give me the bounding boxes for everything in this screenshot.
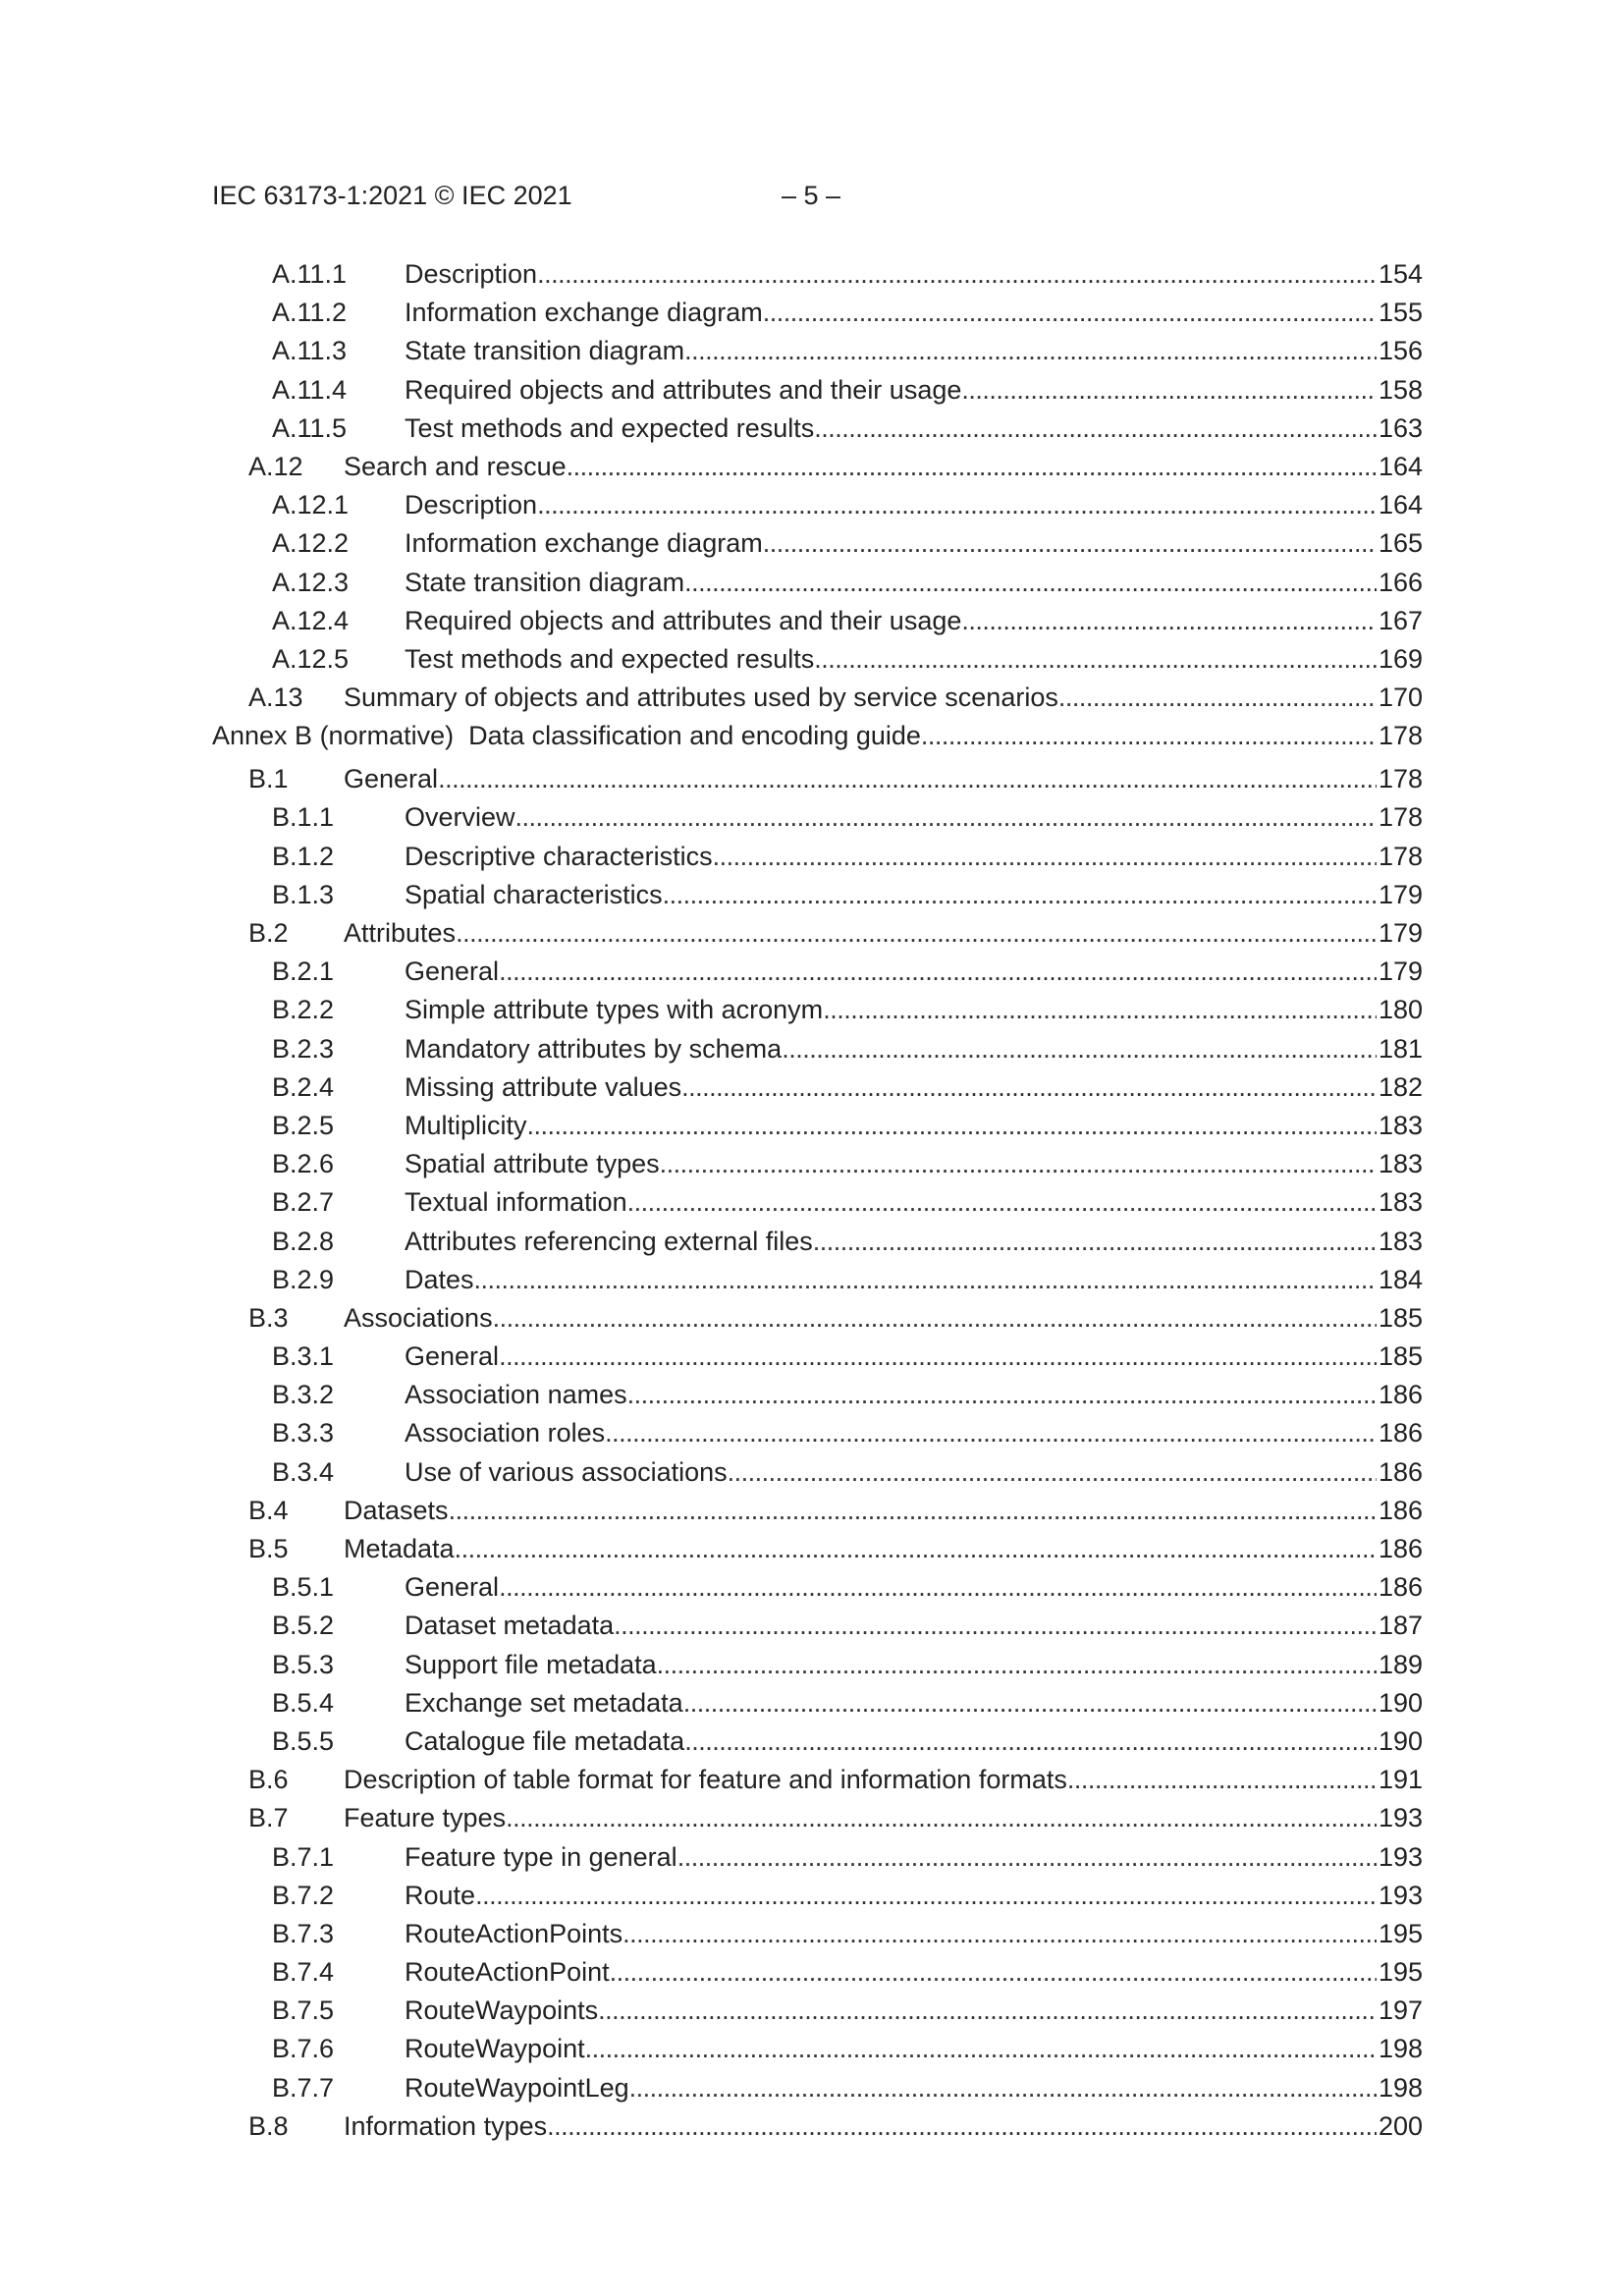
toc-entry-number: B.5.2 — [272, 1611, 335, 1641]
toc-entry-line — [405, 1263, 1423, 1296]
toc-leader-dots — [684, 566, 1377, 599]
toc-entry-title: Feature type in general — [405, 1841, 677, 1872]
toc-leader-dots — [456, 916, 1377, 950]
toc-entry-line — [405, 2071, 1423, 2105]
toc-entry-number: B.7.1 — [272, 1841, 335, 1872]
toc-entry-number: A.12.2 — [272, 528, 350, 559]
toc-leader-dots — [449, 1494, 1377, 1527]
toc-entry-page: 181 — [1378, 1033, 1423, 1064]
toc-entry-line — [405, 1648, 1423, 1681]
toc-entry-page: 189 — [1378, 1649, 1423, 1679]
toc-entry-number: B.5.3 — [272, 1649, 335, 1679]
toc-entry-line — [405, 1109, 1423, 1142]
toc-entry-title: Multiplicity — [405, 1110, 527, 1140]
toc-entry-page: 190 — [1378, 1687, 1423, 1718]
toc-entry-number: A.13 — [248, 683, 303, 713]
toc-entry-line — [344, 450, 1423, 483]
toc-leader-dots — [499, 1570, 1377, 1604]
toc-entry[interactable] — [212, 1109, 1423, 1147]
toc-entry-number: B.2.9 — [272, 1264, 335, 1294]
toc-entry-number: B.1 — [248, 764, 289, 794]
toc-entry-title: General — [344, 764, 439, 794]
toc-entry-line — [405, 296, 1423, 329]
toc-entry-title: Textual information — [405, 1187, 627, 1218]
toc-entry[interactable] — [212, 1070, 1423, 1109]
toc-entry-title: RouteWaypoint — [405, 2034, 585, 2064]
toc-entry-page: 191 — [1378, 1765, 1423, 1795]
toc-entry-title: Dates — [405, 1264, 474, 1294]
toc-leader-dots — [493, 1301, 1377, 1335]
toc-entry-line — [405, 334, 1423, 367]
toc-entry-number: B.2.5 — [272, 1110, 335, 1140]
toc-entry-page: 164 — [1378, 490, 1423, 520]
toc-entry[interactable] — [212, 1917, 1423, 1955]
toc-entry-page: 193 — [1378, 1880, 1423, 1910]
toc-entry-page: 183 — [1378, 1110, 1423, 1140]
toc-leader-dots — [605, 1416, 1377, 1449]
toc-entry-line — [405, 1955, 1423, 1989]
toc-leader-dots — [537, 257, 1377, 291]
toc-entry-title: General — [405, 1341, 500, 1372]
toc-leader-dots — [1067, 1763, 1377, 1796]
toc-entry-number: B.7.2 — [272, 1880, 335, 1910]
toc-entry-title: Search and rescue — [344, 451, 567, 481]
toc-entry-title: Attributes referencing external files — [405, 1226, 813, 1256]
toc-entry-line — [405, 526, 1423, 560]
toc-entry-title: Use of various associations — [405, 1456, 728, 1487]
toc-entry-page: 179 — [1378, 918, 1423, 948]
toc-leader-dots — [814, 411, 1377, 445]
toc-entry-line — [405, 1455, 1423, 1489]
toc-entry-title: Information exchange diagram — [405, 298, 763, 328]
toc-entry-title: Test methods and expected results — [405, 412, 815, 443]
toc-leader-dots — [1058, 681, 1377, 714]
toc-leader-dots — [627, 1378, 1377, 1411]
toc-leader-dots — [663, 878, 1377, 911]
toc-entry-page: 186 — [1378, 1495, 1423, 1525]
toc-leader-dots — [627, 1185, 1377, 1219]
toc-entry[interactable] — [212, 681, 1423, 719]
toc-entry-title: Spatial characteristics — [405, 879, 663, 909]
toc-entry[interactable] — [212, 1339, 1423, 1378]
toc-entry[interactable] — [212, 1879, 1423, 1917]
toc-entry-line — [344, 1801, 1423, 1834]
toc-entry-page: 190 — [1378, 1725, 1423, 1756]
toc-entry-number: B.7.4 — [272, 1957, 335, 1988]
toc-entry[interactable] — [212, 2071, 1423, 2109]
toc-entry-line — [344, 2109, 1423, 2143]
toc-entry-title: Attributes — [344, 918, 457, 948]
toc-leader-dots — [622, 1917, 1377, 1950]
toc-entry-title: Information exchange diagram — [405, 528, 763, 559]
toc-entry[interactable] — [212, 1724, 1423, 1763]
toc-entry-line — [405, 604, 1423, 637]
toc-entry-number: B.8 — [248, 2110, 289, 2141]
toc-entry-number: B.2.4 — [272, 1071, 335, 1102]
toc-leader-dots — [681, 1070, 1377, 1104]
toc-leader-dots — [585, 2032, 1377, 2065]
toc-entry-number: B.5.1 — [272, 1572, 335, 1603]
toc-entry[interactable] — [212, 1763, 1423, 1801]
toc-entry-page: 198 — [1378, 2072, 1423, 2103]
toc-entry-page: 154 — [1378, 259, 1423, 289]
document-id: IEC 63173-1:2021 © IEC 2021 — [212, 181, 572, 210]
toc-entry-line — [344, 1532, 1423, 1565]
toc-entry[interactable] — [212, 840, 1423, 878]
toc-entry-page: 186 — [1378, 1380, 1423, 1410]
toc-entry-page: 183 — [1378, 1226, 1423, 1256]
toc-entry-line — [405, 1147, 1423, 1180]
toc-entry[interactable] — [212, 604, 1423, 642]
toc-entry-page: 178 — [1378, 721, 1423, 751]
toc-entry-line — [405, 1225, 1423, 1258]
toc-entry-number: B.5 — [248, 1534, 289, 1563]
toc-entry-line — [344, 1301, 1423, 1335]
toc-leader-dots — [763, 296, 1377, 329]
toc-entry-number: B.2.2 — [272, 995, 335, 1025]
toc-leader-dots — [455, 1532, 1377, 1565]
page-header — [212, 181, 1430, 214]
toc-entry-title: Mandatory attributes by schema — [405, 1033, 783, 1064]
toc-leader-dots — [813, 1225, 1377, 1258]
toc-entry[interactable] — [212, 450, 1423, 488]
toc-leader-dots — [537, 488, 1377, 521]
toc-entry-page: 163 — [1378, 412, 1423, 443]
toc-entry[interactable] — [212, 1263, 1423, 1301]
toc-leader-dots — [657, 1648, 1377, 1681]
toc-entry-page: 178 — [1378, 802, 1423, 833]
toc-entry-page: 186 — [1378, 1418, 1423, 1449]
toc-entry-line — [405, 1917, 1423, 1950]
toc-entry[interactable] — [212, 1648, 1423, 1686]
toc-entry-number: B.4 — [248, 1495, 289, 1525]
toc-leader-dots — [961, 604, 1377, 637]
toc-entry-number: B.7.7 — [272, 2072, 335, 2103]
toc-leader-dots — [438, 762, 1377, 795]
toc-entry-title: Feature types — [344, 1803, 507, 1833]
toc-entry[interactable] — [212, 1301, 1423, 1339]
toc-entry-page: 158 — [1378, 374, 1423, 405]
toc-entry[interactable] — [212, 800, 1423, 839]
toc-entry[interactable] — [212, 296, 1423, 334]
toc-entry[interactable] — [212, 1416, 1423, 1454]
toc-entry-line — [405, 1032, 1423, 1066]
toc-entry-number: B.2.1 — [272, 957, 335, 987]
toc-entry-number: B.3 — [248, 1302, 289, 1333]
toc-entry-line — [405, 373, 1423, 407]
toc-leader-dots — [683, 1686, 1377, 1720]
toc-entry-title: RouteActionPoint — [405, 1957, 610, 1988]
toc-leader-dots — [782, 1032, 1377, 1066]
toc-entry-number: A.12 — [248, 451, 303, 481]
toc-entry-number: A.12.5 — [272, 643, 350, 674]
toc-leader-dots — [823, 993, 1377, 1026]
toc-entry-number: B.2 — [248, 918, 289, 948]
toc-entry-line — [405, 1339, 1423, 1373]
toc-entry-number: B.2.8 — [272, 1226, 335, 1256]
toc-entry[interactable] — [212, 526, 1423, 565]
toc-entry-title: Exchange set metadata — [405, 1687, 683, 1718]
toc-entry-page: 187 — [1378, 1611, 1423, 1641]
toc-entry[interactable] — [212, 762, 1423, 800]
toc-entry-number: B.1.2 — [272, 841, 335, 871]
toc-entry-title: State transition diagram — [405, 336, 685, 366]
toc-leader-dots — [499, 1339, 1377, 1373]
toc-entry[interactable] — [212, 488, 1423, 526]
toc-entry-title: Annex B (normative) Data classification and encoding guide — [212, 721, 921, 751]
toc-entry-title: Route — [405, 1880, 476, 1910]
toc-leader-dots — [629, 2071, 1377, 2105]
toc-entry-title: Overview — [405, 802, 515, 833]
toc-leader-dots — [567, 450, 1377, 483]
toc-entry-line — [405, 1070, 1423, 1104]
toc-entry-page: 178 — [1378, 841, 1423, 871]
toc-leader-dots — [598, 1994, 1377, 2027]
page-number: – 5 – — [782, 181, 841, 210]
toc-entry-line — [405, 800, 1423, 834]
toc-entry-line — [405, 566, 1423, 599]
toc-entry-line — [405, 1570, 1423, 1604]
toc-entry[interactable] — [212, 878, 1423, 916]
toc-entry-page: 185 — [1378, 1341, 1423, 1372]
toc-entry[interactable] — [212, 1225, 1423, 1263]
toc-entry-line — [405, 1724, 1423, 1758]
toc-entry-line — [405, 993, 1423, 1026]
toc-entry-page: 184 — [1378, 1264, 1423, 1294]
toc-entry[interactable] — [212, 955, 1423, 993]
toc-entry-number: B.3.2 — [272, 1380, 335, 1410]
toc-entry-title: Simple attribute types with acronym — [405, 995, 824, 1025]
toc-leader-dots — [610, 1955, 1377, 1989]
toc-entry[interactable] — [212, 1032, 1423, 1070]
toc-entry-number: A.11.4 — [272, 374, 348, 405]
toc-leader-dots — [677, 1840, 1377, 1874]
toc-entry[interactable] — [212, 1532, 1423, 1570]
table-of-contents — [212, 257, 1423, 2148]
toc-entry-page: 155 — [1378, 298, 1423, 328]
toc-entry-title: Summary of objects and attributes used by service scenarios — [344, 683, 1058, 713]
toc-entry-title: Missing attribute values — [405, 1071, 682, 1102]
toc-entry[interactable] — [212, 1801, 1423, 1839]
toc-leader-dots — [506, 1801, 1377, 1834]
toc-leader-dots — [475, 1879, 1377, 1912]
toc-leader-dots — [921, 719, 1377, 752]
toc-entry-number: B.5.4 — [272, 1687, 335, 1718]
toc-entry-page: 179 — [1378, 957, 1423, 987]
toc-entry-line — [405, 878, 1423, 911]
toc-entry[interactable] — [212, 1185, 1423, 1224]
toc-entry-title: Description — [405, 259, 538, 289]
toc-entry-line — [405, 1416, 1423, 1449]
toc-entry-number: B.1.3 — [272, 879, 335, 909]
toc-entry-page: 195 — [1378, 1957, 1423, 1988]
toc-entry[interactable] — [212, 1955, 1423, 1994]
toc-entry-page: 186 — [1378, 1534, 1423, 1563]
toc-entry[interactable] — [212, 1686, 1423, 1724]
toc-entry-page: 166 — [1378, 567, 1423, 597]
toc-leader-dots — [499, 955, 1377, 988]
toc-entry-title: Description of table format for feature and information formats — [344, 1765, 1067, 1795]
toc-entry[interactable] — [212, 1840, 1423, 1879]
toc-entry-page: 182 — [1378, 1071, 1423, 1102]
toc-entry[interactable] — [212, 1494, 1423, 1532]
toc-entry[interactable] — [212, 566, 1423, 604]
toc-leader-dots — [684, 1724, 1377, 1758]
toc-entry-page: 183 — [1378, 1187, 1423, 1218]
toc-entry-number: A.11.3 — [272, 336, 348, 366]
toc-entry-title: RouteWaypointLeg — [405, 2072, 629, 2103]
toc-entry-title: Required objects and attributes and their usage — [405, 374, 962, 405]
toc-leader-dots — [814, 642, 1377, 676]
toc-leader-dots — [684, 334, 1377, 367]
toc-entry[interactable] — [212, 2032, 1423, 2070]
toc-entry-line — [405, 1185, 1423, 1219]
toc-entry-number: A.11.2 — [272, 298, 348, 328]
toc-entry-page: 179 — [1378, 879, 1423, 909]
toc-entry-line — [405, 642, 1423, 676]
toc-entry-number: B.2.3 — [272, 1033, 335, 1064]
toc-entry-number: B.7.3 — [272, 1918, 335, 1948]
toc-entry-line — [405, 955, 1423, 988]
toc-entry-page: 200 — [1378, 2110, 1423, 2141]
toc-entry-page: 197 — [1378, 1995, 1423, 2026]
toc-entry-number: B.5.5 — [272, 1725, 335, 1756]
toc-entry-number: B.2.6 — [272, 1149, 335, 1179]
toc-entry[interactable] — [212, 334, 1423, 372]
toc-entry-page: 186 — [1378, 1572, 1423, 1603]
toc-entry[interactable] — [212, 1570, 1423, 1609]
toc-entry-title: Dataset metadata — [405, 1611, 615, 1641]
toc-entry-number: B.3.1 — [272, 1341, 335, 1372]
toc-entry-page: 183 — [1378, 1149, 1423, 1179]
toc-entry-title: Catalogue file metadata — [405, 1725, 685, 1756]
toc-leader-dots — [515, 800, 1377, 834]
toc-entry-line — [344, 1494, 1423, 1527]
toc-entry-title: Spatial attribute types — [405, 1149, 660, 1179]
toc-entry[interactable] — [212, 1378, 1423, 1416]
toc-entry-title: Support file metadata — [405, 1649, 657, 1679]
toc-entry-line — [405, 1378, 1423, 1411]
toc-entry-title: Test methods and expected results — [405, 643, 815, 674]
toc-entry[interactable] — [212, 373, 1423, 411]
toc-entry-number: A.12.4 — [272, 605, 350, 635]
toc-entry-line — [344, 762, 1423, 795]
toc-entry-title: General — [405, 957, 500, 987]
toc-entry-line — [344, 916, 1423, 950]
toc-entry-page: 167 — [1378, 605, 1423, 635]
toc-entry-number: B.3.3 — [272, 1418, 335, 1449]
toc-entry-page: 180 — [1378, 995, 1423, 1025]
toc-entry-page: 185 — [1378, 1302, 1423, 1333]
toc-entry-line — [405, 1840, 1423, 1874]
toc-entry-page: 186 — [1378, 1456, 1423, 1487]
toc-entry-line — [344, 1763, 1423, 1796]
toc-entry[interactable] — [212, 2109, 1423, 2148]
toc-entry-page: 178 — [1378, 764, 1423, 794]
toc-entry-number: A.12.1 — [272, 490, 350, 520]
toc-entry-title: Metadata — [344, 1534, 455, 1563]
toc-entry-line — [405, 1879, 1423, 1912]
toc-entry-number: B.3.4 — [272, 1456, 335, 1487]
toc-entry-number: B.7.5 — [272, 1995, 335, 2026]
toc-entry-line — [405, 2032, 1423, 2065]
toc-entry-page: 195 — [1378, 1918, 1423, 1948]
toc-entry-title: Information types — [344, 2110, 548, 2141]
toc-entry[interactable] — [212, 642, 1423, 681]
toc-entry-page: 165 — [1378, 528, 1423, 559]
toc-entry[interactable] — [212, 1147, 1423, 1185]
toc-entry-page: 193 — [1378, 1803, 1423, 1833]
toc-leader-dots — [660, 1147, 1377, 1180]
toc-entry-line — [405, 840, 1423, 873]
toc-entry[interactable] — [212, 1455, 1423, 1494]
toc-entry-line — [344, 681, 1423, 714]
toc-entry-title: Associations — [344, 1302, 493, 1333]
toc-entry-page: 193 — [1378, 1841, 1423, 1872]
toc-entry-number: B.7.6 — [272, 2034, 335, 2064]
toc-leader-dots — [713, 840, 1377, 873]
toc-entry-page: 170 — [1378, 683, 1423, 713]
toc-entry-page: 156 — [1378, 336, 1423, 366]
toc-entry[interactable] — [212, 411, 1423, 450]
toc-entry-title: Required objects and attributes and their usage — [405, 605, 962, 635]
toc-entry-line — [405, 488, 1423, 521]
toc-entry[interactable] — [212, 916, 1423, 955]
toc-entry-line — [405, 1609, 1423, 1642]
toc-entry-page: 198 — [1378, 2034, 1423, 2064]
toc-entry-title: RouteActionPoints — [405, 1918, 623, 1948]
toc-entry[interactable] — [212, 719, 1423, 762]
toc-entry-number: B.7 — [248, 1803, 289, 1833]
toc-entry-title: General — [405, 1572, 500, 1603]
toc-entry-line — [405, 1994, 1423, 2027]
toc-leader-dots — [763, 526, 1377, 560]
toc-entry-title: State transition diagram — [405, 567, 685, 597]
toc-entry-line — [212, 719, 1423, 752]
toc-leader-dots — [527, 1109, 1377, 1142]
toc-entry-number: A.12.3 — [272, 567, 350, 597]
toc-leader-dots — [728, 1455, 1377, 1489]
toc-leader-dots — [547, 2109, 1377, 2143]
toc-entry-line — [405, 1686, 1423, 1720]
toc-leader-dots — [474, 1263, 1377, 1296]
toc-entry-line — [405, 257, 1423, 291]
toc-entry-title: Association names — [405, 1380, 627, 1410]
toc-entry-number: B.1.1 — [272, 802, 335, 833]
toc-entry-line — [405, 411, 1423, 445]
toc-entry-title: Association roles — [405, 1418, 606, 1449]
toc-leader-dots — [614, 1609, 1377, 1642]
toc-leader-dots — [961, 373, 1377, 407]
toc-entry-title: Descriptive characteristics — [405, 841, 713, 871]
toc-entry[interactable] — [212, 1609, 1423, 1647]
toc-entry-number: A.11.1 — [272, 259, 348, 289]
toc-entry-page: 164 — [1378, 451, 1423, 481]
toc-entry-title: Description — [405, 490, 538, 520]
toc-entry-title: RouteWaypoints — [405, 1995, 599, 2026]
toc-entry-number: B.6 — [248, 1765, 289, 1795]
toc-entry[interactable] — [212, 1994, 1423, 2032]
toc-entry-title: Datasets — [344, 1495, 449, 1525]
toc-entry-page: 169 — [1378, 643, 1423, 674]
toc-entry[interactable] — [212, 257, 1423, 296]
toc-entry[interactable] — [212, 993, 1423, 1031]
toc-entry-number: A.11.5 — [272, 412, 348, 443]
toc-entry-number: B.2.7 — [272, 1187, 335, 1218]
